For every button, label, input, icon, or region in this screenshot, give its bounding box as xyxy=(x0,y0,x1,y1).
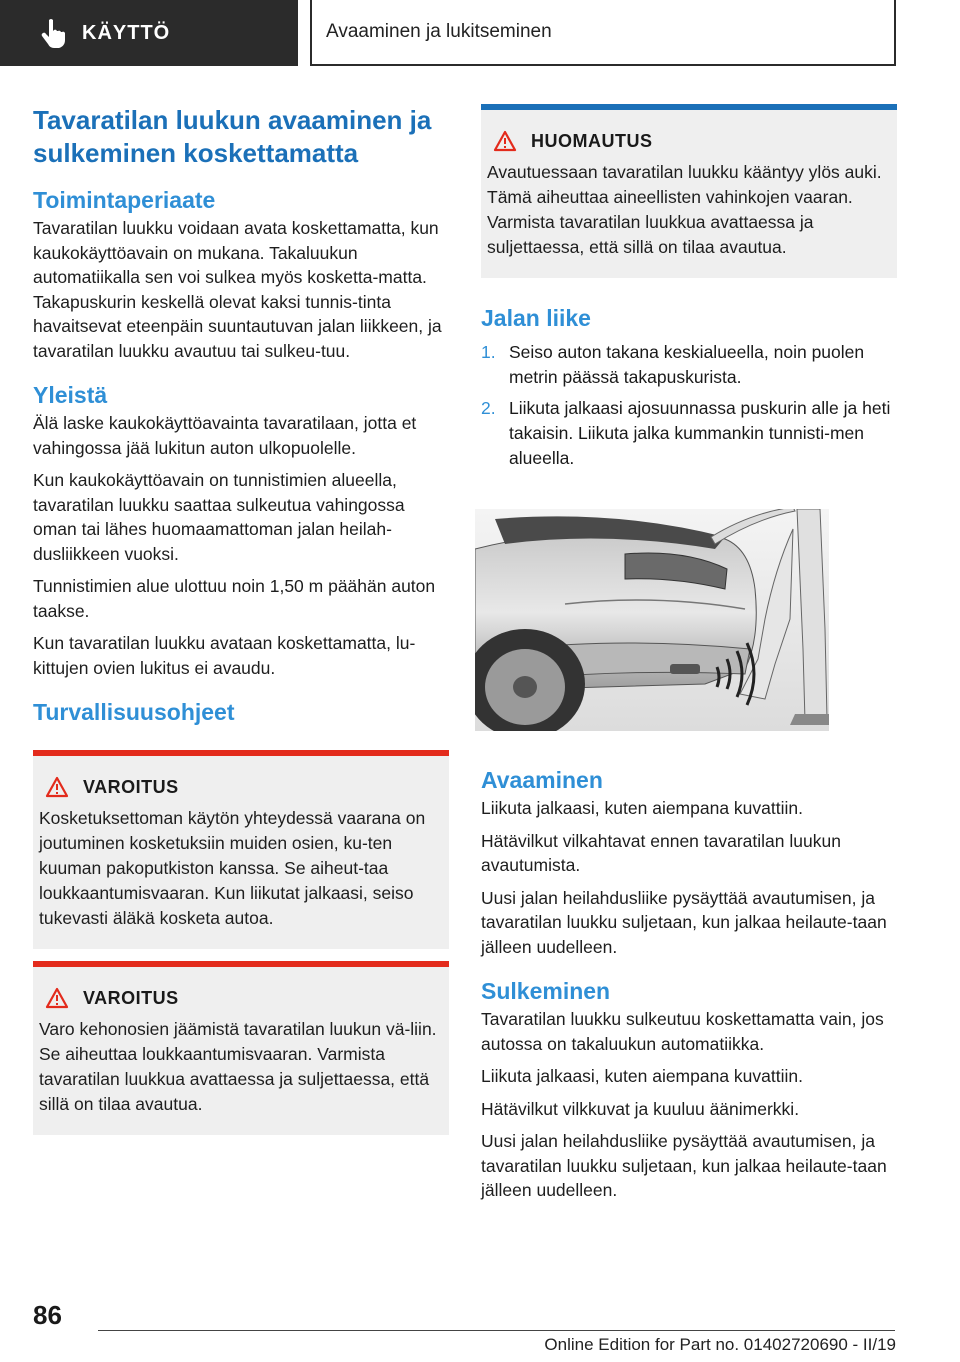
warning-triangle-icon xyxy=(45,987,69,1009)
principle-text: Tavaratilan luukku voidaan avata koskettamatta, kun kaukokäyttöavain on mukana. Takaluukun automatiikalla sen voi sulkea myös kosketta-matta. Takapuskurin keskellä olevat kaksi tunnis-tinta havaitsevat eteenpäin suuntautuvan jalan liikkeen, ja tavaratilan luukku avautuu tai sulkeu-tuu. xyxy=(33,218,442,361)
page-title: Tavaratilan luukun avaaminen ja sulkeminen koskettamatta xyxy=(33,105,432,168)
general-paragraph: Tunnistimien alue ulottuu noin 1,50 m päähän auton taakse. xyxy=(33,576,436,621)
edition-text: Online Edition for Part no. 01402720690 - II/19 xyxy=(544,1335,896,1354)
note-box xyxy=(481,104,897,278)
warning-label: VAROITUS xyxy=(83,776,179,797)
warning-text: Kosketuksettoman käytön yhteydessä vaarana on joutuminen kosketuksiin muiden osien, ku-ten kuuman pakoputkiston kanssa. Se aiheut-taa loukkaantumisvaaran. Kun liikutat jalkaasi, seiso tukevasti äläkä kosketa autoa. xyxy=(39,808,426,928)
list-item xyxy=(481,340,897,390)
opening-heading: Avaaminen xyxy=(481,767,603,793)
step-text: Liikuta jalkaasi ajosuunnassa puskurin alle ja heti takaisin. Liikuta jalka kummankin tunnisti-men alueella. xyxy=(509,398,891,468)
note-label: HUOMAUTUS xyxy=(531,130,653,151)
closing-paragraph: Hätävilkut vilkkuvat ja kuuluu äänimerkki. xyxy=(481,1098,800,1119)
opening-paragraph: Uusi jalan heilahdusliike pysäyttää avautumisen, ja tavaratilan luukku suljetaan, kun jalkaa heilaute-taan jälleen uudelleen. xyxy=(481,887,887,957)
section-tab-label: KÄYTTÖ xyxy=(82,21,171,44)
warning-label: VAROITUS xyxy=(83,987,179,1008)
general-paragraph: Kun tavaratilan luukku avataan koskettamatta, lu-kittujen ovien lukitus ei avaudu. xyxy=(33,633,416,678)
closing-paragraph: Tavaratilan luukku sulkeutuu koskettamatta vain, jos autossa on takaluukun automatiikka. xyxy=(481,1009,884,1054)
foot-motion-heading: Jalan liike xyxy=(481,305,591,331)
breadcrumb xyxy=(310,0,896,66)
safety-heading: Turvallisuusohjeet xyxy=(33,699,235,725)
hand-pointer-icon xyxy=(40,18,66,48)
general-paragraph: Älä laske kaukokäyttöavainta tavaratilaan, jotta et vahingossa jää lukitun auton ulkopuolelle. xyxy=(33,413,417,458)
closing-paragraph: Uusi jalan heilahdusliike pysäyttää avautumisen, ja tavaratilan luukku suljetaan, kun jalkaa heilaute-taan jälleen uudelleen. xyxy=(481,1131,887,1200)
closing-heading: Sulkeminen xyxy=(481,978,611,1004)
warning-triangle-icon xyxy=(493,130,517,152)
warning-box xyxy=(33,750,449,949)
step-number: 1. xyxy=(481,342,496,362)
note-text: Avautuessaan tavaratilan luukku kääntyy ylös auki. Tämä aiheuttaa aineellisten vahinkojen vaaran. Varmista tavaratilan luukkua avattaessa ja suljettaessa, että sillä on tilaa avautua. xyxy=(487,162,882,257)
car-foot-sensor-illustration xyxy=(475,509,829,731)
right-column xyxy=(481,104,897,1211)
steps-list xyxy=(481,340,897,471)
list-item xyxy=(481,396,897,471)
footer-divider xyxy=(98,1330,895,1331)
warning-triangle-icon xyxy=(45,776,69,798)
page-number: 86 xyxy=(33,1300,62,1330)
principle-heading: Toimintaperiaate xyxy=(33,187,216,213)
breadcrumb-text: Avaaminen ja lukitseminen xyxy=(326,21,552,42)
general-paragraph: Kun kaukokäyttöavain on tunnistimien alueella, tavaratilan luukku saattaa sulkeutua vahingossa oman tai lähes huomaamattoman jalan heilah-dusliikkeen vuoksi. xyxy=(33,470,405,564)
warning-box xyxy=(33,961,449,1135)
opening-paragraph: Hätävilkut vilkahtavat ennen tavaratilan luukun avautumista. xyxy=(481,830,841,875)
step-number: 2. xyxy=(481,398,496,418)
section-tab[interactable] xyxy=(0,0,298,66)
warning-text: Varo kehonosien jäämistä tavaratilan luukun vä-liin. Se aiheuttaa loukkaantumisvaaran. Varmista tavaratilan luukkua avattaessa ja suljettaessa, että sillä on tilaa avautua. xyxy=(39,1019,437,1114)
closing-paragraph: Liikuta jalkaasi, kuten aiempana kuvattiin. xyxy=(481,1066,803,1086)
general-heading: Yleistä xyxy=(33,382,108,408)
step-text: Seiso auton takana keskialueella, noin puolen metrin päässä takapuskurista. xyxy=(509,342,865,387)
left-column xyxy=(33,104,449,1147)
opening-paragraph: Liikuta jalkaasi, kuten aiempana kuvattiin. xyxy=(481,798,803,818)
